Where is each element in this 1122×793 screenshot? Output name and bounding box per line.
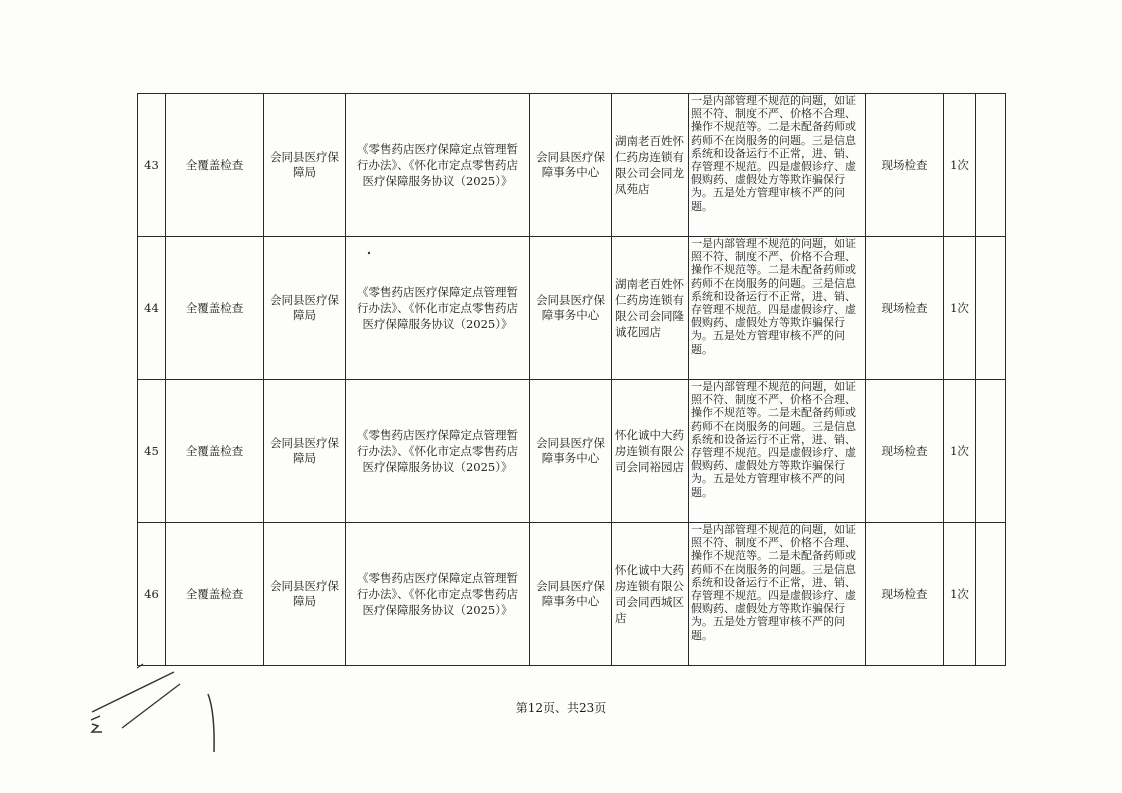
inspection-target: 湖南老百姓怀仁药房连锁有限公司会同隆诚花园店 <box>612 237 689 380</box>
pen-stroke-mark <box>92 672 174 712</box>
binding-crease-mark <box>137 664 143 668</box>
responsible-department: 会同县医疗保障局 <box>264 237 346 380</box>
implementing-agency: 会同县医疗保障事务中心 <box>530 237 612 380</box>
pen-stroke-mark <box>208 694 214 752</box>
row-number: 44 <box>138 237 166 380</box>
inspection-type: 全覆盖检查 <box>166 523 264 666</box>
inspection-frequency: 1次 <box>944 523 976 666</box>
responsible-department: 会同县医疗保障局 <box>264 380 346 523</box>
inspection-type: 全覆盖检查 <box>166 237 264 380</box>
inspection-basis: 《零售药店医疗保障定点管理暂行办法》、《怀化市定点零售药店医疗保障服务协议（2025）》 <box>346 237 530 380</box>
responsible-department: 会同县医疗保障局 <box>264 94 346 237</box>
inspection-target: 湖南老百姓怀仁药房连锁有限公司会同龙凤苑店 <box>612 94 689 237</box>
inspection-type: 全覆盖检查 <box>166 380 264 523</box>
implementing-agency: 会同县医疗保障事务中心 <box>530 523 612 666</box>
row-number: 45 <box>138 380 166 523</box>
pen-scribble-mark <box>91 716 102 732</box>
inspection-basis: 《零售药店医疗保障定点管理暂行办法》、《怀化市定点零售药店医疗保障服务协议（2025）》 <box>346 94 530 237</box>
inspection-method: 现场检查 <box>866 94 944 237</box>
inspection-issues: 一是内部管理不规范的问题，如证照不符、制度不严、价格不合理、操作不规范等。二是未配备药师或药师不在岗服务的问题。三是信息系统和设备运行不正常，进、销、存管理不规范。四是虚假诊疗、虚假购药、虚假处方等欺诈骗保行为。五是处方管理审核不严的问题。 <box>689 380 866 523</box>
inspection-issues: 一是内部管理不规范的问题，如证照不符、制度不严、价格不合理、操作不规范等。二是未配备药师或药师不在岗服务的问题。三是信息系统和设备运行不正常，进、销、存管理不规范。四是虚假诊疗、虚假购药、虚假处方等欺诈骗保行为。五是处方管理审核不严的问题。 <box>689 237 866 380</box>
inspection-frequency: 1次 <box>944 94 976 237</box>
page-number: 第12页、共23页 <box>515 701 607 715</box>
inspection-basis: 《零售药店医疗保障定点管理暂行办法》、《怀化市定点零售药店医疗保障服务协议（2025）》 <box>346 380 530 523</box>
implementing-agency: 会同县医疗保障事务中心 <box>530 380 612 523</box>
scan-dot-mark <box>368 252 370 254</box>
responsible-department: 会同县医疗保障局 <box>264 523 346 666</box>
inspection-method: 现场检查 <box>866 523 944 666</box>
inspection-basis: 《零售药店医疗保障定点管理暂行办法》、《怀化市定点零售药店医疗保障服务协议（2025）》 <box>346 523 530 666</box>
inspection-method: 现场检查 <box>866 380 944 523</box>
row-number: 46 <box>138 523 166 666</box>
inspection-type: 全覆盖检查 <box>166 94 264 237</box>
inspection-frequency: 1次 <box>944 237 976 380</box>
inspection-method: 现场检查 <box>866 237 944 380</box>
inspection-target: 怀化诚中大药房连锁有限公司会同裕园店 <box>612 380 689 523</box>
pen-stroke-mark <box>122 684 180 728</box>
row-number: 43 <box>138 94 166 237</box>
implementing-agency: 会同县医疗保障事务中心 <box>530 94 612 237</box>
inspection-frequency: 1次 <box>944 380 976 523</box>
inspection-target: 怀化诚中大药房连锁有限公司会同西城区店 <box>612 523 689 666</box>
inspection-issues: 一是内部管理不规范的问题，如证照不符、制度不严、价格不合理、操作不规范等。二是未配备药师或药师不在岗服务的问题。三是信息系统和设备运行不正常，进、销、存管理不规范。四是虚假诊疗、虚假购药、虚假处方等欺诈骗保行为。五是处方管理审核不严的问题。 <box>689 523 866 666</box>
inspection-issues: 一是内部管理不规范的问题，如证照不符、制度不严、价格不合理、操作不规范等。二是未配备药师或药师不在岗服务的问题。三是信息系统和设备运行不正常，进、销、存管理不规范。四是虚假诊疗、虚假购药、虚假处方等欺诈骗保行为。五是处方管理审核不严的问题。 <box>689 94 866 237</box>
